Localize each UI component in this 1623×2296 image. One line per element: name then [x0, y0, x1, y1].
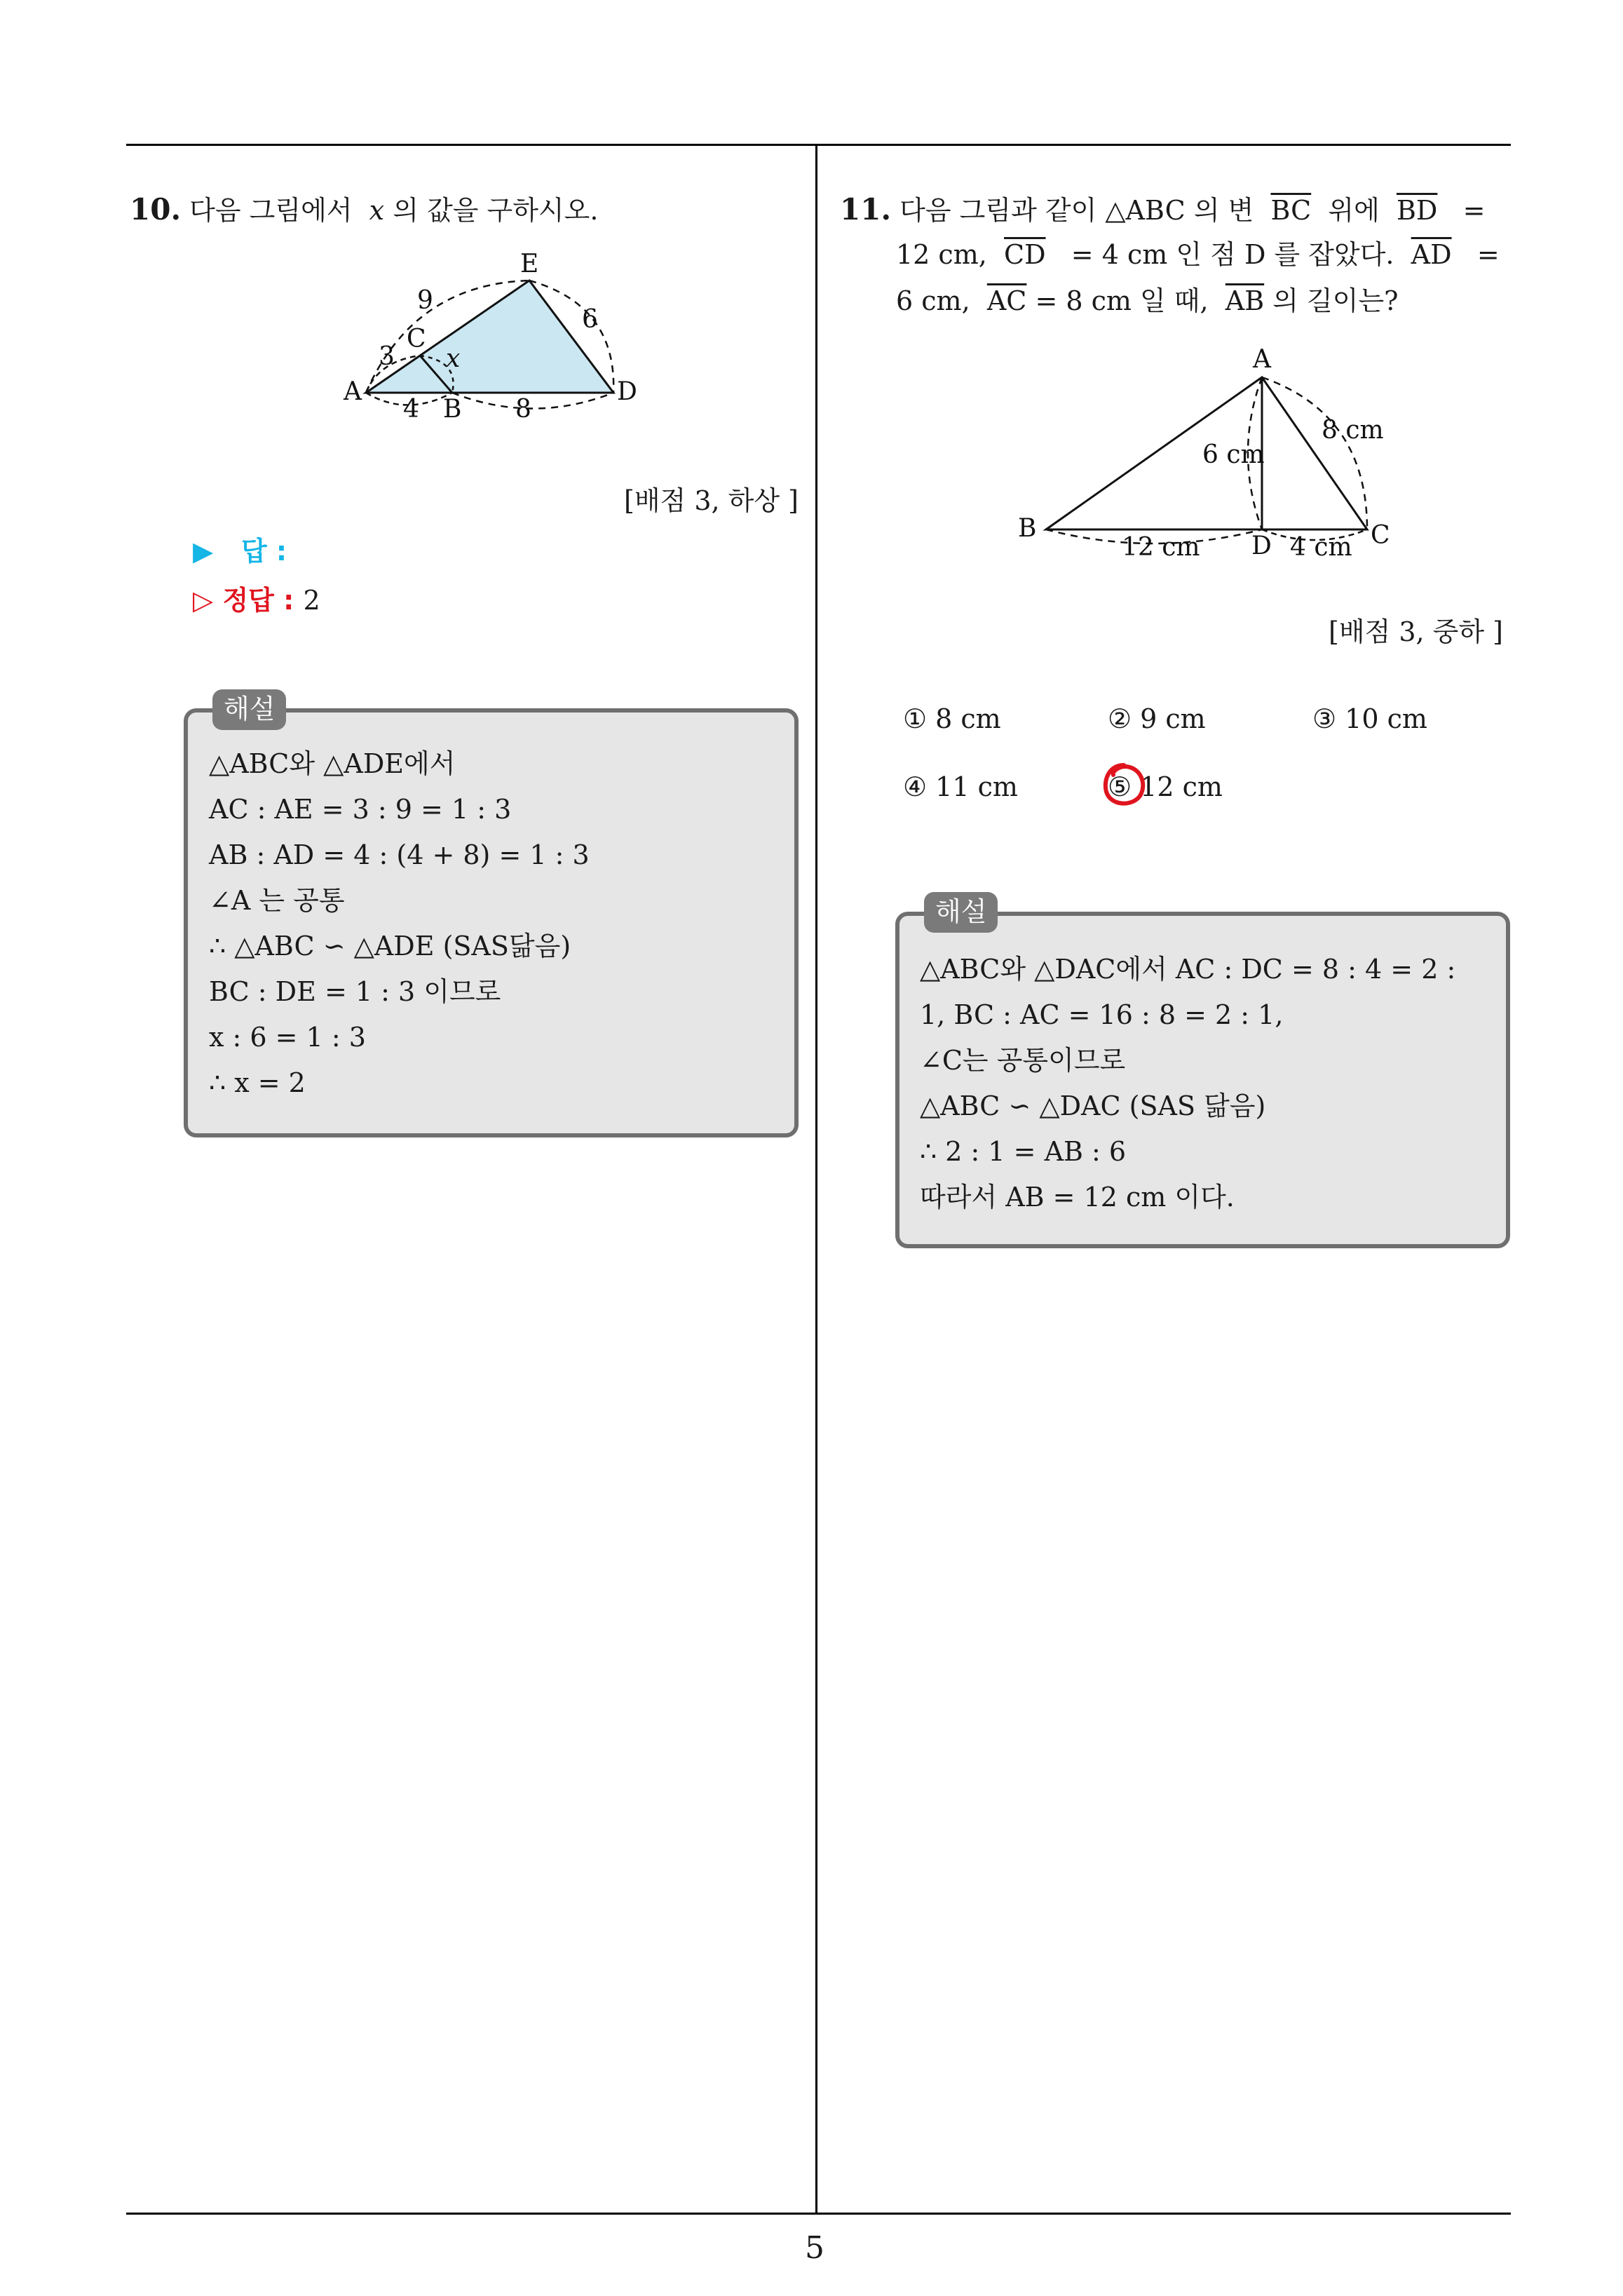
- q10-label-a: A: [344, 377, 362, 406]
- q11-seg-bc: $\overline{BC}$: [1270, 195, 1312, 226]
- q11-number: 11.: [840, 192, 892, 227]
- column-divider: [815, 144, 817, 2213]
- q11-seg-cd: $\overline{CD}$: [1004, 239, 1046, 270]
- q11-choice-3[interactable]: ③ 10 cm: [1312, 703, 1427, 734]
- q11-seg-ac: $\overline{AC}$: [986, 285, 1027, 316]
- q11-line3-b: = 8 cm 일 때,: [1035, 285, 1209, 316]
- q11-exp-line-1: △ABC와 △DAC에서 AC : DC = 8 : 4 = 2 :: [920, 954, 1456, 985]
- q10-exp-line-4: ∠A 는 공통: [209, 885, 345, 916]
- q10-exp-line-3: AB : AD = 4 : (4 + 8) = 1 : 3: [209, 839, 590, 870]
- q10-label-d: D: [617, 377, 637, 406]
- q10-len-ac: 3: [379, 342, 395, 371]
- q11-line-2: [896, 241, 1500, 268]
- q11-correct-mark: [1099, 761, 1148, 810]
- q10-figure: [337, 249, 687, 431]
- q11-len-bd: 12 cm: [1122, 533, 1200, 562]
- top-rule: [126, 144, 1511, 146]
- q10-len-ab: 4: [403, 395, 419, 424]
- q10-prompt-var: x: [369, 195, 385, 226]
- q11-label-c: C: [1371, 521, 1390, 550]
- q10-explanation-tag: 해설: [212, 689, 286, 730]
- q11-exp-line-2: 1, BC : AC = 16 : 8 = 2 : 1,: [920, 999, 1284, 1030]
- q11-choice-1[interactable]: ① 8 cm: [903, 703, 1001, 734]
- q11-label-b: B: [1018, 514, 1037, 543]
- q11-exp-line-3: ∠C는 공통이므로: [920, 1045, 1126, 1076]
- bottom-rule: [126, 2213, 1511, 2215]
- q11-line-3: [896, 285, 1399, 316]
- q11-line1-b: 위에: [1328, 195, 1380, 226]
- q10-prompt: [130, 192, 599, 227]
- q11-len-ad: 6 cm: [1202, 440, 1265, 469]
- q10-exp-line-6: BC : DE = 1 : 3 이므로: [209, 976, 501, 1007]
- q11-seg-ab: $\overline{AB}$: [1225, 285, 1265, 316]
- page-number: 5: [805, 2230, 824, 2266]
- q10-exp-line-8: ∴ x = 2: [209, 1067, 306, 1098]
- q11-choice-2[interactable]: ② 9 cm: [1108, 703, 1206, 734]
- q10-label-e: E: [520, 250, 539, 278]
- q10-arc-bd: [452, 393, 613, 409]
- q11-line2-c: =: [1476, 239, 1500, 270]
- q11-len-dc: 4 cm: [1290, 533, 1352, 562]
- q11-exp-line-5: ∴ 2 : 1 = AB : 6: [920, 1136, 1127, 1167]
- q10-exp-line-1: △ABC와 △ADE에서: [209, 748, 456, 779]
- q10-exp-line-7: x : 6 = 1 : 3: [209, 1022, 366, 1053]
- q11-score: [배점 3, 중하 ]: [1329, 616, 1503, 647]
- q10-answer-label: 답 :: [240, 536, 287, 567]
- q10-correct-marker: ▷: [193, 585, 214, 616]
- q11-label-d: D: [1251, 532, 1272, 560]
- q11-seg-ad: $\overline{AD}$: [1411, 239, 1452, 270]
- q11-seg-bd: $\overline{BD}$: [1396, 195, 1438, 226]
- q10-prompt-b: 의 값을 구하시오.: [393, 195, 599, 226]
- q11-line1-a: 다음 그림과 같이 △ABC 의 변: [899, 195, 1254, 226]
- q11-choice-4[interactable]: ④ 11 cm: [903, 771, 1018, 802]
- q11-line1-c: =: [1462, 195, 1486, 226]
- q10-answer-row: [193, 529, 287, 568]
- q10-len-ed: 6: [582, 305, 598, 334]
- q11-figure: [1003, 344, 1423, 568]
- q10-label-b: B: [443, 395, 462, 424]
- q11-exp-line-6: 따라서 AB = 12 cm 이다.: [920, 1182, 1235, 1213]
- q10-len-bd: 8: [515, 395, 531, 424]
- q10-correct-label: 정답 :: [222, 585, 294, 616]
- q11-explanation-tag: 해설: [924, 892, 998, 933]
- q10-exp-line-2: AC : AE = 3 : 9 = 1 : 3: [209, 794, 512, 825]
- q11-label-a: A: [1253, 345, 1271, 374]
- q11-len-ac: 8 cm: [1322, 416, 1384, 445]
- q10-label-c: C: [407, 325, 426, 353]
- q10-score: [배점 3, 하상 ]: [624, 485, 799, 516]
- q10-exp-line-5: ∴ △ABC ∽ △ADE (SAS닮음): [209, 931, 571, 961]
- q10-prompt-a: 다음 그림에서: [189, 195, 353, 226]
- q11-line3-a: 6 cm,: [896, 285, 970, 316]
- q10-number: 10.: [130, 192, 182, 227]
- q11-correct-mark-stroke: [1106, 765, 1143, 804]
- q10-len-ce: 9: [417, 286, 433, 315]
- q11-line2-a: 12 cm,: [896, 239, 987, 270]
- q10-correct-row: [193, 579, 320, 617]
- q11-exp-line-4: △ABC ∽ △DAC (SAS 닮음): [920, 1090, 1266, 1121]
- q10-answer-marker: ▶: [193, 536, 214, 567]
- q10-correct-value: 2: [303, 585, 320, 616]
- q11-line-1: [840, 192, 1486, 227]
- q11-line3-c: 의 길이는?: [1272, 285, 1399, 316]
- q10-triangle-ade: [366, 281, 613, 393]
- q11-line2-b: = 4 cm 인 점 D 를 잡았다.: [1071, 239, 1394, 270]
- q11-choice-5[interactable]: ⑤ 12 cm: [1108, 771, 1223, 802]
- q10-label-x: x: [446, 344, 461, 373]
